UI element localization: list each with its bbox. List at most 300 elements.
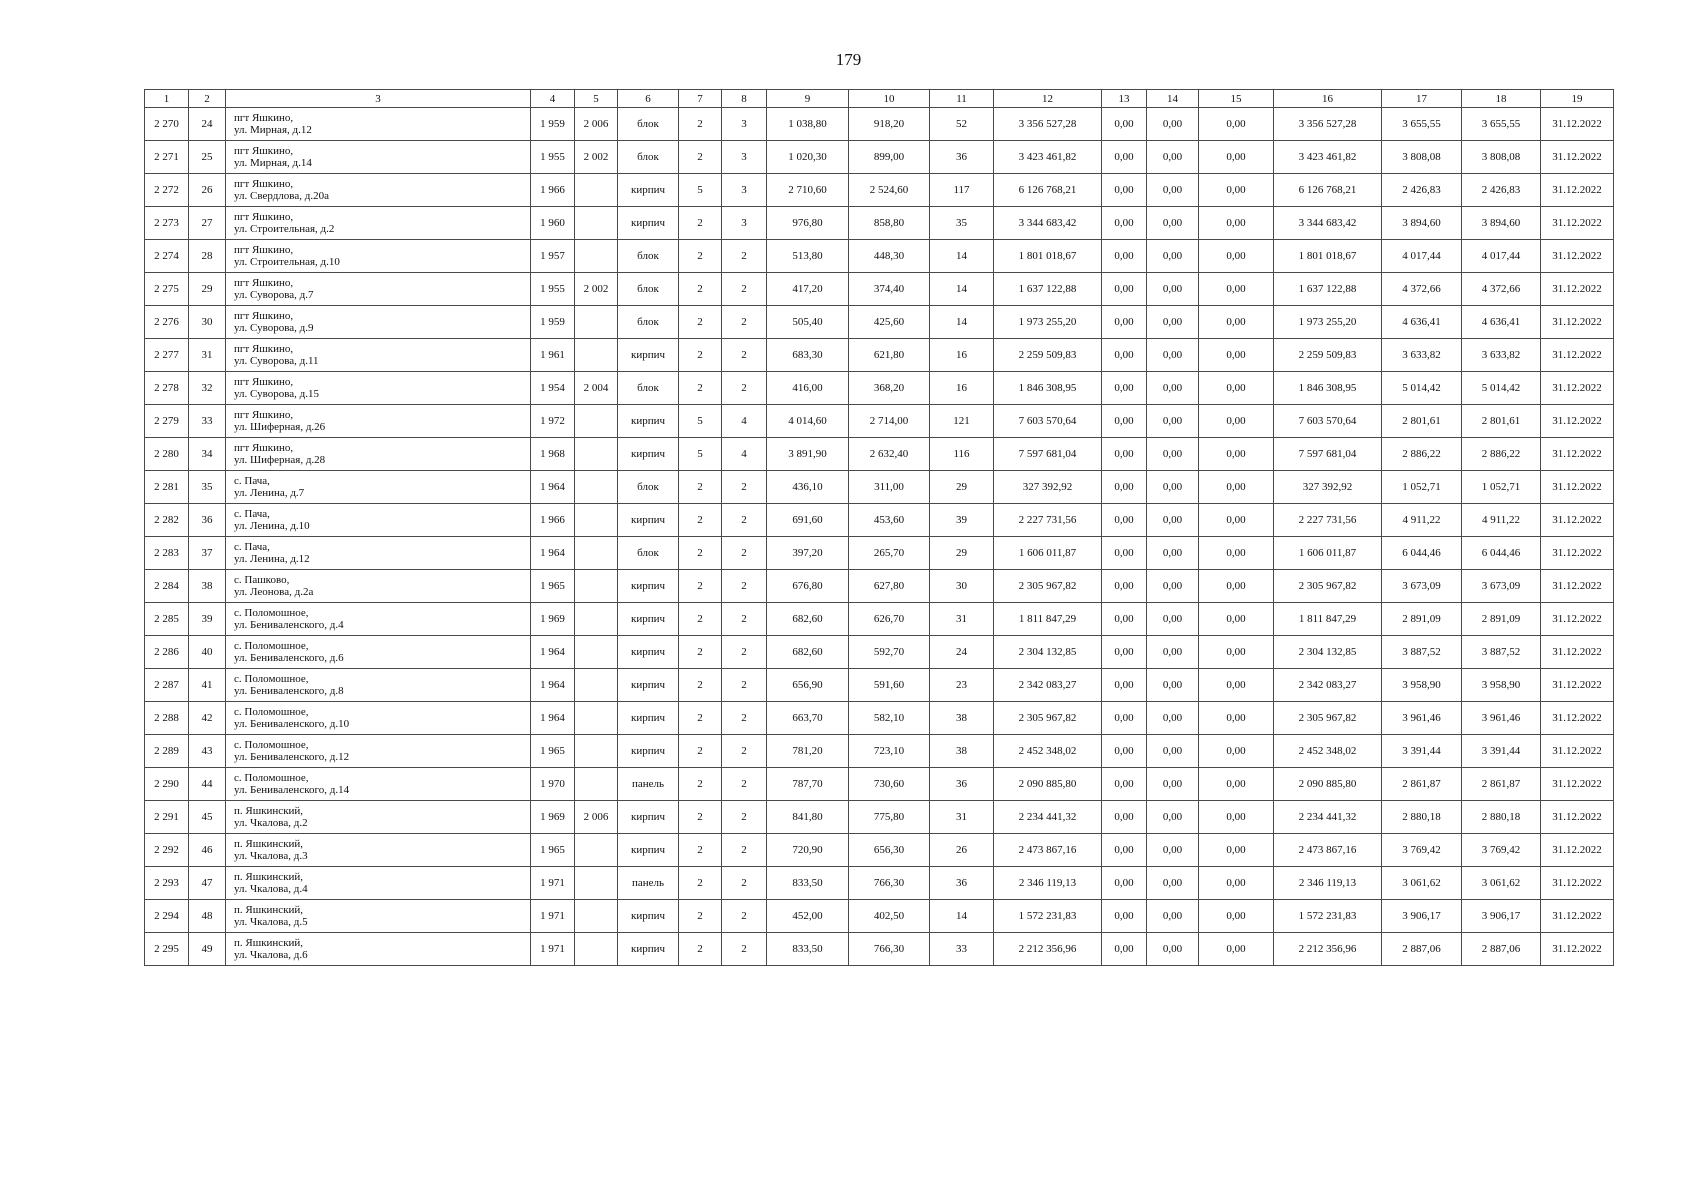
cell-total-cost: 1 811 847,29 [994, 603, 1102, 636]
cell-year-built: 1 959 [531, 108, 575, 141]
cell-wall-material: кирпич [618, 702, 679, 735]
cell-floors: 5 [679, 438, 722, 471]
cell-residents: 30 [930, 570, 994, 603]
table-row [145, 273, 1614, 306]
cell-number: 46 [189, 834, 226, 867]
address-locality: с. Пача, [234, 475, 270, 487]
cell-total-cost: 2 473 867,16 [994, 834, 1102, 867]
table-row [145, 504, 1614, 537]
cell-floors: 2 [679, 735, 722, 768]
table-row [145, 108, 1614, 141]
cell-number: 25 [189, 141, 226, 174]
cell-entrances: 2 [722, 570, 767, 603]
cell-floors: 2 [679, 537, 722, 570]
cell-number: 39 [189, 603, 226, 636]
cell-col-18: 3 633,82 [1462, 339, 1541, 372]
cell-total-cost: 3 423 461,82 [994, 141, 1102, 174]
address-locality: п. Яшкинский, [234, 838, 304, 850]
table-body [145, 108, 1614, 966]
cell-col-18: 2 887,06 [1462, 933, 1541, 966]
cell-col-15: 0,00 [1199, 768, 1274, 801]
address-locality: п. Яшкинский, [234, 871, 304, 883]
cell-wall-material: блок [618, 273, 679, 306]
cell-col-17: 3 391,44 [1382, 735, 1462, 768]
cell-col-15: 0,00 [1199, 735, 1274, 768]
cell-year-built: 1 965 [531, 735, 575, 768]
cell-number: 43 [189, 735, 226, 768]
cell-living-area: 402,50 [849, 900, 930, 933]
cell-col-13: 0,00 [1102, 306, 1147, 339]
cell-year-built: 1 971 [531, 933, 575, 966]
column-header-12: 12 [994, 90, 1102, 108]
address-locality: пгт Яшкино, [234, 112, 294, 124]
cell-number: 28 [189, 240, 226, 273]
cell-col-15: 0,00 [1199, 702, 1274, 735]
cell-deadline: 31.12.2022 [1541, 900, 1614, 933]
cell-residents: 33 [930, 933, 994, 966]
cell-total-cost: 2 234 441,32 [994, 801, 1102, 834]
table-row [145, 933, 1614, 966]
cell-id: 2 292 [145, 834, 189, 867]
cell-col-18: 4 372,66 [1462, 273, 1541, 306]
column-header-15: 15 [1199, 90, 1274, 108]
cell-entrances: 2 [722, 801, 767, 834]
cell-living-area: 766,30 [849, 867, 930, 900]
address-street: ул. Леонова, д.2а [234, 586, 314, 598]
cell-col-14: 0,00 [1147, 669, 1199, 702]
cell-entrances: 2 [722, 306, 767, 339]
cell-living-area: 656,30 [849, 834, 930, 867]
cell-entrances: 2 [722, 504, 767, 537]
cell-deadline: 31.12.2022 [1541, 636, 1614, 669]
cell-floors: 5 [679, 405, 722, 438]
cell-col-13: 0,00 [1102, 372, 1147, 405]
cell-year-renovated [575, 207, 618, 240]
cell-total-area: 416,00 [767, 372, 849, 405]
address-locality: пгт Яшкино, [234, 211, 294, 223]
cell-residents: 31 [930, 603, 994, 636]
cell-col-13: 0,00 [1102, 405, 1147, 438]
cell-col-15: 0,00 [1199, 174, 1274, 207]
cell-entrances: 2 [722, 636, 767, 669]
cell-col-14: 0,00 [1147, 273, 1199, 306]
column-header-3: 3 [226, 90, 531, 108]
cell-wall-material: блок [618, 471, 679, 504]
column-header-6: 6 [618, 90, 679, 108]
cell-id: 2 294 [145, 900, 189, 933]
cell-deadline: 31.12.2022 [1541, 339, 1614, 372]
cell-year-renovated [575, 669, 618, 702]
cell-entrances: 2 [722, 339, 767, 372]
cell-col-18: 6 044,46 [1462, 537, 1541, 570]
cell-wall-material: кирпич [618, 636, 679, 669]
cell-total-area: 3 891,90 [767, 438, 849, 471]
cell-total-area: 976,80 [767, 207, 849, 240]
cell-col-18: 3 391,44 [1462, 735, 1541, 768]
address-street: ул. Бенивaленского, д.14 [234, 784, 350, 796]
cell-deadline: 31.12.2022 [1541, 471, 1614, 504]
cell-year-renovated: 2 004 [575, 372, 618, 405]
cell-total-cost: 1 572 231,83 [994, 900, 1102, 933]
cell-total-area: 2 710,60 [767, 174, 849, 207]
cell-total-cost: 1 846 308,95 [994, 372, 1102, 405]
cell-col-18: 4 636,41 [1462, 306, 1541, 339]
cell-col-17: 3 887,52 [1382, 636, 1462, 669]
cell-living-area: 2 632,40 [849, 438, 930, 471]
cell-living-area: 265,70 [849, 537, 930, 570]
cell-year-built: 1 965 [531, 570, 575, 603]
cell-total-area: 513,80 [767, 240, 849, 273]
cell-entrances: 2 [722, 735, 767, 768]
cell-year-renovated [575, 900, 618, 933]
cell-col-14: 0,00 [1147, 768, 1199, 801]
column-header-2: 2 [189, 90, 226, 108]
cell-living-area: 918,20 [849, 108, 930, 141]
cell-col-18: 3 906,17 [1462, 900, 1541, 933]
address-locality: с. Пача, [234, 508, 270, 520]
cell-wall-material: кирпич [618, 405, 679, 438]
cell-col-15: 0,00 [1199, 801, 1274, 834]
cell-col-18: 1 052,71 [1462, 471, 1541, 504]
cell-floors: 2 [679, 603, 722, 636]
address-locality: с. Поломошное, [234, 640, 309, 652]
cell-col-13: 0,00 [1102, 504, 1147, 537]
cell-col-14: 0,00 [1147, 504, 1199, 537]
cell-total-cost: 3 356 527,28 [994, 108, 1102, 141]
cell-address [226, 504, 531, 537]
cell-col-15: 0,00 [1199, 207, 1274, 240]
cell-total-area: 720,90 [767, 834, 849, 867]
cell-living-area: 374,40 [849, 273, 930, 306]
cell-col-15: 0,00 [1199, 570, 1274, 603]
cell-year-built: 1 964 [531, 702, 575, 735]
cell-id: 2 295 [145, 933, 189, 966]
cell-entrances: 2 [722, 240, 767, 273]
table-row [145, 207, 1614, 240]
cell-number: 27 [189, 207, 226, 240]
cell-col-15: 0,00 [1199, 240, 1274, 273]
cell-living-area: 775,80 [849, 801, 930, 834]
cell-col-16: 327 392,92 [1274, 471, 1382, 504]
cell-deadline: 31.12.2022 [1541, 834, 1614, 867]
cell-year-built: 1 969 [531, 603, 575, 636]
address-street: ул. Чкалова, д.4 [234, 883, 308, 895]
cell-residents: 38 [930, 735, 994, 768]
cell-residents: 121 [930, 405, 994, 438]
cell-col-17: 3 673,09 [1382, 570, 1462, 603]
cell-total-cost: 1 606 011,87 [994, 537, 1102, 570]
cell-year-built: 1 964 [531, 471, 575, 504]
table-row [145, 669, 1614, 702]
column-header-19: 19 [1541, 90, 1614, 108]
cell-residents: 36 [930, 141, 994, 174]
cell-col-17: 1 052,71 [1382, 471, 1462, 504]
cell-col-13: 0,00 [1102, 603, 1147, 636]
cell-id: 2 275 [145, 273, 189, 306]
cell-residents: 24 [930, 636, 994, 669]
cell-number: 24 [189, 108, 226, 141]
cell-id: 2 293 [145, 867, 189, 900]
cell-address [226, 306, 531, 339]
cell-col-13: 0,00 [1102, 669, 1147, 702]
cell-floors: 2 [679, 801, 722, 834]
cell-id: 2 287 [145, 669, 189, 702]
cell-col-15: 0,00 [1199, 900, 1274, 933]
cell-living-area: 627,80 [849, 570, 930, 603]
cell-col-15: 0,00 [1199, 471, 1274, 504]
cell-total-area: 781,20 [767, 735, 849, 768]
cell-address [226, 570, 531, 603]
cell-address [226, 933, 531, 966]
cell-col-13: 0,00 [1102, 207, 1147, 240]
cell-deadline: 31.12.2022 [1541, 669, 1614, 702]
cell-total-cost: 2 090 885,80 [994, 768, 1102, 801]
cell-col-17: 4 017,44 [1382, 240, 1462, 273]
cell-col-16: 7 597 681,04 [1274, 438, 1382, 471]
address-locality: с. Поломошное, [234, 607, 309, 619]
address-locality: с. Пашково, [234, 574, 290, 586]
cell-col-15: 0,00 [1199, 273, 1274, 306]
cell-address [226, 867, 531, 900]
cell-deadline: 31.12.2022 [1541, 504, 1614, 537]
table-row [145, 240, 1614, 273]
cell-residents: 29 [930, 471, 994, 504]
cell-id: 2 281 [145, 471, 189, 504]
cell-id: 2 279 [145, 405, 189, 438]
cell-id: 2 284 [145, 570, 189, 603]
cell-total-cost: 327 392,92 [994, 471, 1102, 504]
cell-year-built: 1 964 [531, 636, 575, 669]
column-header-8: 8 [722, 90, 767, 108]
cell-col-16: 1 811 847,29 [1274, 603, 1382, 636]
column-header-13: 13 [1102, 90, 1147, 108]
cell-total-cost: 2 305 967,82 [994, 702, 1102, 735]
cell-living-area: 311,00 [849, 471, 930, 504]
cell-year-renovated [575, 702, 618, 735]
cell-residents: 35 [930, 207, 994, 240]
cell-floors: 2 [679, 471, 722, 504]
cell-living-area: 448,30 [849, 240, 930, 273]
cell-total-cost: 6 126 768,21 [994, 174, 1102, 207]
cell-col-15: 0,00 [1199, 537, 1274, 570]
cell-floors: 2 [679, 933, 722, 966]
cell-deadline: 31.12.2022 [1541, 702, 1614, 735]
table-row [145, 702, 1614, 735]
table-row [145, 306, 1614, 339]
cell-col-13: 0,00 [1102, 438, 1147, 471]
cell-id: 2 277 [145, 339, 189, 372]
cell-id: 2 291 [145, 801, 189, 834]
cell-year-renovated: 2 002 [575, 273, 618, 306]
address-street: ул. Ленина, д.7 [234, 487, 305, 499]
cell-address [226, 141, 531, 174]
cell-year-built: 1 965 [531, 834, 575, 867]
cell-id: 2 283 [145, 537, 189, 570]
cell-residents: 36 [930, 768, 994, 801]
address-street: ул. Бенивaленского, д.10 [234, 718, 350, 730]
cell-year-built: 1 969 [531, 801, 575, 834]
cell-residents: 14 [930, 273, 994, 306]
column-header-11: 11 [930, 90, 994, 108]
cell-col-13: 0,00 [1102, 141, 1147, 174]
address-locality: с. Поломошное, [234, 739, 309, 751]
cell-year-built: 1 960 [531, 207, 575, 240]
cell-address [226, 471, 531, 504]
table-row [145, 801, 1614, 834]
table-row [145, 405, 1614, 438]
cell-col-17: 2 880,18 [1382, 801, 1462, 834]
cell-address [226, 438, 531, 471]
cell-col-18: 3 673,09 [1462, 570, 1541, 603]
cell-total-cost: 2 212 356,96 [994, 933, 1102, 966]
cell-year-built: 1 955 [531, 273, 575, 306]
table-row [145, 372, 1614, 405]
address-street: ул. Строительная, д.10 [234, 256, 340, 268]
cell-address [226, 735, 531, 768]
cell-col-13: 0,00 [1102, 537, 1147, 570]
cell-col-18: 2 801,61 [1462, 405, 1541, 438]
cell-col-18: 3 061,62 [1462, 867, 1541, 900]
cell-total-area: 833,50 [767, 933, 849, 966]
cell-wall-material: кирпич [618, 801, 679, 834]
table-row [145, 537, 1614, 570]
cell-col-14: 0,00 [1147, 339, 1199, 372]
cell-number: 41 [189, 669, 226, 702]
cell-residents: 14 [930, 900, 994, 933]
column-header-7: 7 [679, 90, 722, 108]
cell-wall-material: блок [618, 372, 679, 405]
cell-col-15: 0,00 [1199, 372, 1274, 405]
cell-year-renovated: 2 006 [575, 108, 618, 141]
cell-wall-material: блок [618, 141, 679, 174]
cell-col-18: 3 887,52 [1462, 636, 1541, 669]
cell-col-15: 0,00 [1199, 108, 1274, 141]
cell-total-area: 683,30 [767, 339, 849, 372]
cell-col-14: 0,00 [1147, 141, 1199, 174]
address-locality: пгт Яшкино, [234, 145, 294, 157]
address-street: ул. Бенивaленского, д.8 [234, 685, 344, 697]
cell-year-built: 1 968 [531, 438, 575, 471]
cell-id: 2 289 [145, 735, 189, 768]
cell-col-14: 0,00 [1147, 207, 1199, 240]
cell-entrances: 2 [722, 372, 767, 405]
cell-entrances: 2 [722, 900, 767, 933]
cell-year-renovated [575, 537, 618, 570]
cell-col-14: 0,00 [1147, 834, 1199, 867]
cell-col-16: 2 227 731,56 [1274, 504, 1382, 537]
table-row [145, 603, 1614, 636]
cell-number: 49 [189, 933, 226, 966]
cell-floors: 2 [679, 900, 722, 933]
cell-living-area: 368,20 [849, 372, 930, 405]
cell-entrances: 2 [722, 603, 767, 636]
cell-total-area: 663,70 [767, 702, 849, 735]
cell-col-15: 0,00 [1199, 867, 1274, 900]
cell-entrances: 3 [722, 108, 767, 141]
cell-year-built: 1 954 [531, 372, 575, 405]
cell-residents: 23 [930, 669, 994, 702]
cell-col-18: 3 894,60 [1462, 207, 1541, 240]
address-locality: пгт Яшкино, [234, 244, 294, 256]
address-locality: с. Пача, [234, 541, 270, 553]
address-locality: пгт Яшкино, [234, 277, 294, 289]
cell-col-13: 0,00 [1102, 735, 1147, 768]
cell-living-area: 592,70 [849, 636, 930, 669]
cell-col-18: 2 880,18 [1462, 801, 1541, 834]
address-street: ул. Чкалова, д.5 [234, 916, 308, 928]
cell-wall-material: кирпич [618, 438, 679, 471]
cell-number: 45 [189, 801, 226, 834]
address-street: ул. Суворова, д.11 [234, 355, 319, 367]
cell-deadline: 31.12.2022 [1541, 141, 1614, 174]
cell-col-13: 0,00 [1102, 174, 1147, 207]
cell-id: 2 285 [145, 603, 189, 636]
cell-deadline: 31.12.2022 [1541, 603, 1614, 636]
cell-col-17: 2 887,06 [1382, 933, 1462, 966]
cell-total-area: 4 014,60 [767, 405, 849, 438]
address-street: ул. Ленина, д.12 [234, 553, 310, 565]
cell-wall-material: блок [618, 240, 679, 273]
cell-total-cost: 7 603 570,64 [994, 405, 1102, 438]
cell-number: 26 [189, 174, 226, 207]
cell-year-built: 1 957 [531, 240, 575, 273]
cell-col-13: 0,00 [1102, 273, 1147, 306]
cell-wall-material: кирпич [618, 339, 679, 372]
cell-address [226, 207, 531, 240]
cell-year-built: 1 964 [531, 669, 575, 702]
cell-floors: 2 [679, 867, 722, 900]
cell-col-16: 2 305 967,82 [1274, 702, 1382, 735]
cell-number: 47 [189, 867, 226, 900]
cell-total-cost: 2 227 731,56 [994, 504, 1102, 537]
cell-total-cost: 2 259 509,83 [994, 339, 1102, 372]
cell-col-14: 0,00 [1147, 702, 1199, 735]
cell-col-17: 3 894,60 [1382, 207, 1462, 240]
cell-col-17: 3 769,42 [1382, 834, 1462, 867]
address-street: ул. Чкалова, д.2 [234, 817, 308, 829]
cell-entrances: 2 [722, 933, 767, 966]
cell-col-14: 0,00 [1147, 900, 1199, 933]
cell-deadline: 31.12.2022 [1541, 570, 1614, 603]
cell-wall-material: кирпич [618, 669, 679, 702]
cell-col-16: 2 346 119,13 [1274, 867, 1382, 900]
cell-col-16: 1 973 255,20 [1274, 306, 1382, 339]
cell-total-cost: 1 973 255,20 [994, 306, 1102, 339]
cell-year-renovated [575, 174, 618, 207]
cell-col-16: 3 356 527,28 [1274, 108, 1382, 141]
cell-number: 36 [189, 504, 226, 537]
cell-col-16: 2 342 083,27 [1274, 669, 1382, 702]
cell-wall-material: блок [618, 537, 679, 570]
cell-col-14: 0,00 [1147, 603, 1199, 636]
cell-col-18: 4 911,22 [1462, 504, 1541, 537]
cell-total-area: 397,20 [767, 537, 849, 570]
page-number: 179 [835, 50, 862, 69]
cell-col-14: 0,00 [1147, 405, 1199, 438]
cell-entrances: 2 [722, 702, 767, 735]
table-row [145, 570, 1614, 603]
cell-total-cost: 2 305 967,82 [994, 570, 1102, 603]
cell-col-18: 5 014,42 [1462, 372, 1541, 405]
address-street: ул. Бенивaленского, д.12 [234, 751, 350, 763]
cell-col-18: 2 426,83 [1462, 174, 1541, 207]
address-locality: п. Яшкинский, [234, 904, 304, 916]
cell-col-17: 4 636,41 [1382, 306, 1462, 339]
column-header-5: 5 [575, 90, 618, 108]
table-row [145, 768, 1614, 801]
cell-floors: 2 [679, 207, 722, 240]
cell-living-area: 858,80 [849, 207, 930, 240]
